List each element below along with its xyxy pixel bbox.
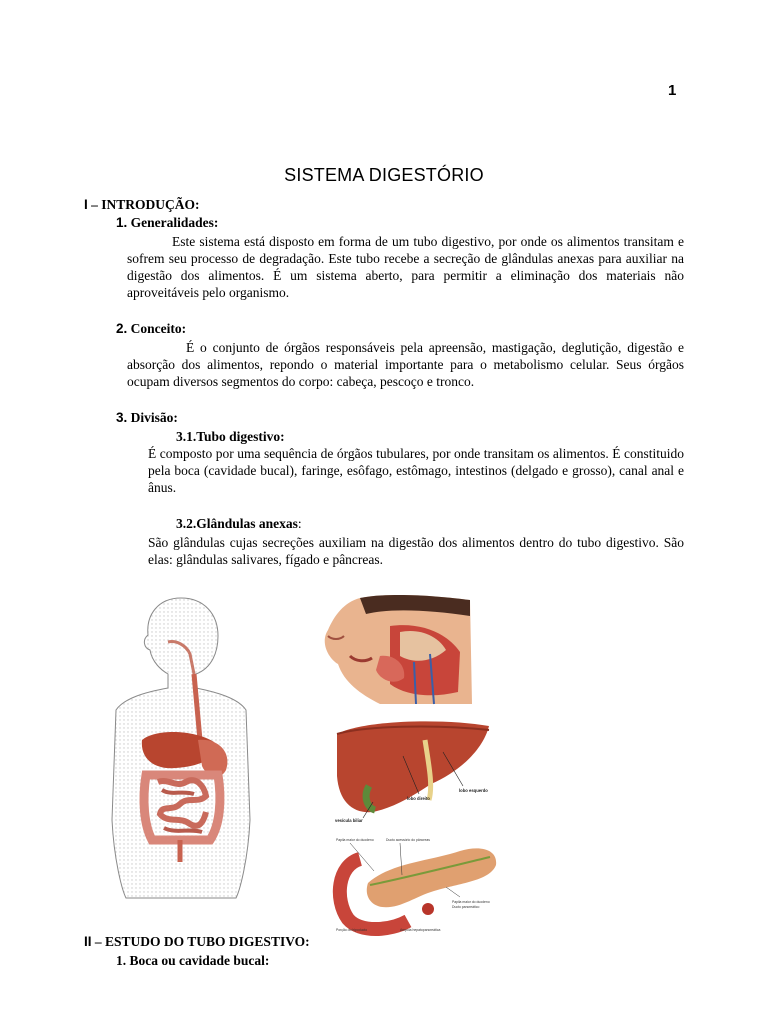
subheading-conceito: [116, 321, 186, 337]
liver-label-left-lobe: lobo esquerdo: [459, 788, 488, 793]
section-title: – INTRODUÇÃO:: [87, 197, 200, 212]
subheading-boca: 1. Boca ou cavidade bucal:: [116, 953, 270, 968]
head-salivary-glands-illustration: [320, 592, 475, 708]
liver-illustration: [333, 716, 493, 828]
subheading-label: Divisão:: [127, 410, 178, 425]
subheading-divisao: [116, 410, 178, 426]
pancreas-label-2: Ducto acessório do pâncreas: [386, 838, 430, 842]
pancreas-label-5: Porção do hipoducto: [336, 928, 368, 932]
subheading-label: 3.2.Glândulas anexas: [176, 516, 298, 531]
subheading-tubo-digestivo: 3.1.Tubo digestivo:: [176, 429, 285, 444]
section-heading-estudo-tubo: [84, 934, 310, 950]
digestive-system-illustration: [106, 590, 256, 900]
subheading-number: 1.: [116, 215, 128, 230]
section-roman-numeral: I: [84, 197, 88, 212]
subheading-generalidades: [116, 215, 218, 231]
paragraph-generalidades: Este sistema está disposto em forma de um tubo digestivo, por onde os alimentos transitam e sofrem seu processo de degradação. Este tubo recebe a secreção de glândulas anexas para auxiliar na digestão dos alimentos. É um sistema aberto, para permitir a eliminação dos materiais não aproveitáveis pelo organismo.: [127, 234, 684, 300]
page-number: 1: [668, 82, 677, 99]
pancreas-illustration: [330, 835, 502, 937]
document-title: SISTEMA DIGESTÓRIO: [284, 165, 484, 185]
section-roman-numeral: II: [84, 934, 92, 949]
subheading-number: 2.: [116, 321, 128, 336]
pancreas-label-4: Ducto pancreático: [452, 905, 480, 909]
subheading-label: Conceito:: [127, 321, 187, 336]
liver-label-right-lobe: lobo direito: [407, 796, 430, 801]
subheading-glandulas-anexas: [176, 516, 302, 532]
section-heading-introducao: [84, 197, 200, 213]
section-title: – ESTUDO DO TUBO DIGESTIVO:: [91, 934, 310, 949]
subheading-colon: :: [297, 516, 302, 531]
pancreas-label-1: Papila maior do duodeno: [336, 838, 374, 842]
paragraph-tubo-digestivo: É composto por uma sequência de órgãos tubulares, por onde transitam os alimentos. É constituido pela boca (cavidade bucal), faringe, esôfago, estômago, intestinos (delgado e grosso), canal anal e ânus.: [148, 446, 684, 495]
paragraph-conceito: É o conjunto de órgãos responsáveis pela apreensão, mastigação, deglutição, digestão e absorção dos alimentos, repondo o material importante para o metabolismo celular. Seus órgãos ocupam diversos segmentos do corpo: cabeça, pescoço e tronco.: [127, 340, 684, 389]
liver-label-gallbladder: vesícula biliar: [335, 818, 363, 823]
pancreas-label-6: Ampola hepatopancreática: [400, 928, 441, 932]
subheading-label: Generalidades:: [127, 215, 219, 230]
subheading-number: 3.: [116, 410, 128, 425]
paragraph-glandulas-anexas: São glândulas cujas secreções auxiliam na digestão dos alimentos dentro do tubo digestivo. São elas: glândulas salivares, fígado e pâncreas.: [148, 535, 684, 567]
pancreas-label-3: Papila maior do duodeno: [452, 900, 490, 904]
